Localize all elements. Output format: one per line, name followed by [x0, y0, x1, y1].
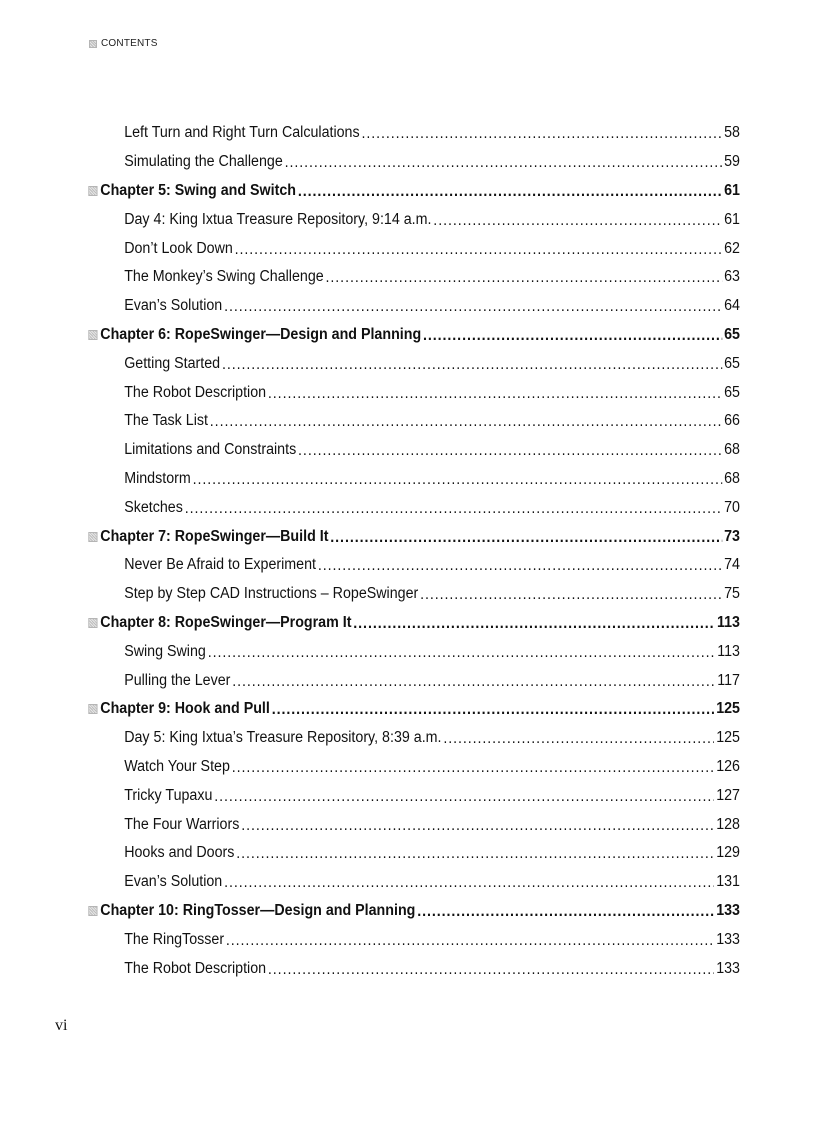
- toc-section-entry[interactable]: [0, 263, 740, 292]
- toc-entry-title: Chapter 10: RingTosser—Design and Planning: [100, 901, 416, 919]
- toc-entry-page: 127: [716, 786, 740, 804]
- toc-chapter-entry[interactable]: [0, 522, 740, 551]
- toc-section-entry[interactable]: [0, 724, 740, 753]
- square-pattern-icon: [89, 40, 97, 48]
- toc-entry-page: 75: [724, 585, 740, 603]
- dot-leader: [326, 269, 723, 287]
- toc-entry-title: Chapter 5: Swing and Switch: [100, 181, 296, 199]
- toc-entry-title: Simulating the Challenge: [124, 153, 283, 171]
- toc-section-entry[interactable]: [0, 580, 740, 609]
- toc-entry-title: Chapter 9: Hook and Pull: [100, 700, 270, 718]
- dot-leader: [224, 874, 714, 892]
- dot-leader: [433, 212, 722, 230]
- toc-section-entry[interactable]: [0, 407, 740, 436]
- toc-entry-page: 133: [716, 930, 740, 948]
- toc-entry-page: 58: [724, 124, 740, 142]
- toc-entry-page: 113: [717, 642, 740, 660]
- toc-section-entry[interactable]: [0, 378, 740, 407]
- toc-entry-page: 125: [716, 729, 740, 747]
- dot-leader: [185, 500, 723, 518]
- square-pattern-icon: [88, 906, 97, 916]
- dot-leader: [443, 730, 714, 748]
- toc-entry-title: Tricky Tupaxu: [124, 786, 213, 804]
- toc-chapter-entry[interactable]: [0, 897, 740, 926]
- toc-entry-title: Pulling the Lever: [124, 671, 231, 689]
- toc-entry-page: 128: [716, 815, 740, 833]
- toc-chapter-entry[interactable]: [0, 321, 740, 350]
- toc-section-entry[interactable]: [0, 753, 740, 782]
- toc-section-entry[interactable]: [0, 148, 740, 177]
- toc-section-entry[interactable]: [0, 465, 740, 494]
- toc-entry-title: Step by Step CAD Instructions – RopeSwinger: [124, 585, 419, 603]
- page-number: vi: [55, 1017, 68, 1034]
- toc-section-entry[interactable]: [0, 205, 740, 234]
- toc-entry-title: Chapter 7: RopeSwinger—Build It: [100, 527, 329, 545]
- dot-leader: [235, 241, 723, 259]
- table-of-contents: [0, 119, 816, 983]
- toc-section-entry[interactable]: [0, 839, 740, 868]
- toc-entry-title: Watch Your Step: [124, 757, 230, 775]
- dot-leader: [423, 327, 722, 345]
- square-pattern-icon: [88, 532, 97, 542]
- square-pattern-icon: [88, 186, 97, 196]
- toc-entry-page: 65: [724, 383, 740, 401]
- dot-leader: [268, 961, 714, 979]
- toc-entry-page: 73: [724, 527, 740, 545]
- dot-leader: [318, 557, 722, 575]
- toc-entry-title: Limitations and Constraints: [124, 441, 297, 459]
- toc-entry-page: 68: [724, 469, 740, 487]
- square-pattern-icon: [88, 330, 97, 340]
- toc-section-entry[interactable]: [0, 292, 740, 321]
- square-pattern-icon: [88, 618, 97, 628]
- dot-leader: [268, 385, 722, 403]
- dot-leader: [222, 356, 722, 374]
- toc-entry-page: 74: [724, 556, 740, 574]
- toc-entry-title: Swing Swing: [124, 642, 206, 660]
- dot-leader: [361, 125, 722, 143]
- dot-leader: [226, 932, 714, 950]
- toc-entry-title: Sketches: [124, 498, 183, 516]
- toc-entry-page: 63: [724, 268, 740, 286]
- dot-leader: [417, 903, 714, 921]
- dot-leader: [193, 471, 723, 489]
- toc-entry-page: 129: [716, 844, 740, 862]
- toc-section-entry[interactable]: [0, 781, 740, 810]
- toc-entry-page: 113: [716, 613, 740, 631]
- toc-entry-title: Mindstorm: [124, 469, 191, 487]
- square-pattern-icon: [88, 704, 97, 714]
- toc-entry-page: 62: [724, 239, 740, 257]
- toc-entry-title: Day 4: King Ixtua Treasure Repository, 9:14 a.m.: [124, 210, 432, 228]
- toc-section-entry[interactable]: [0, 925, 740, 954]
- toc-section-entry[interactable]: [0, 868, 740, 897]
- toc-entry-page: 65: [724, 325, 740, 343]
- dot-leader: [285, 154, 723, 172]
- toc-entry-page: 133: [716, 959, 740, 977]
- toc-entry-page: 68: [724, 441, 740, 459]
- dot-leader: [353, 615, 715, 633]
- toc-entry-title: The Monkey’s Swing Challenge: [124, 268, 324, 286]
- toc-entry-page: 64: [724, 297, 740, 315]
- toc-section-entry[interactable]: [0, 349, 740, 378]
- toc-entry-page: 117: [717, 671, 740, 689]
- toc-entry-page: 61: [724, 181, 740, 199]
- toc-entry-title: Day 5: King Ixtua’s Treasure Repository, 8:39 a.m.: [124, 729, 442, 747]
- toc-entry-page: 65: [724, 354, 740, 372]
- dot-leader: [224, 298, 722, 316]
- dot-leader: [298, 183, 722, 201]
- toc-entry-title: Left Turn and Right Turn Calculations: [124, 124, 360, 142]
- toc-entry-title: Evan’s Solution: [124, 297, 223, 315]
- toc-entry-title: Evan’s Solution: [124, 873, 223, 891]
- toc-entry-title: Don’t Look Down: [124, 239, 233, 257]
- toc-section-entry[interactable]: [0, 493, 740, 522]
- toc-section-entry[interactable]: [0, 551, 740, 580]
- dot-leader: [210, 413, 722, 431]
- toc-entry-title: Chapter 6: RopeSwinger—Design and Planning: [100, 325, 422, 343]
- toc-entry-title: Never Be Afraid to Experiment: [124, 556, 317, 574]
- toc-entry-title: The Robot Description: [124, 383, 267, 401]
- toc-chapter-entry[interactable]: [0, 695, 740, 724]
- dot-leader: [420, 586, 722, 604]
- toc-entry-title: Getting Started: [124, 354, 221, 372]
- toc-section-entry[interactable]: [0, 436, 740, 465]
- dot-leader: [298, 442, 722, 460]
- dot-leader: [232, 673, 715, 691]
- toc-entry-title: The Robot Description: [124, 959, 267, 977]
- toc-section-entry[interactable]: [0, 234, 740, 263]
- running-header: [89, 38, 158, 49]
- toc-entry-title: The Task List: [124, 412, 208, 430]
- toc-entry-page: 66: [724, 412, 740, 430]
- running-header-label: CONTENTS: [101, 38, 158, 49]
- dot-leader: [236, 845, 714, 863]
- toc-entry-page: 126: [716, 757, 740, 775]
- toc-section-entry[interactable]: [0, 954, 740, 983]
- dot-leader: [241, 817, 714, 835]
- toc-section-entry[interactable]: [0, 810, 740, 839]
- toc-entry-title: The RingTosser: [124, 930, 225, 948]
- toc-entry-page: 59: [724, 153, 740, 171]
- toc-entry-page: 133: [716, 901, 740, 919]
- toc-entry-title: Chapter 8: RopeSwinger—Program It: [100, 613, 352, 631]
- toc-entry-page: 125: [716, 700, 740, 718]
- dot-leader: [330, 529, 722, 547]
- toc-chapter-entry[interactable]: [0, 177, 740, 206]
- toc-entry-title: Hooks and Doors: [124, 844, 235, 862]
- dot-leader: [214, 788, 714, 806]
- toc-entry-title: The Four Warriors: [124, 815, 240, 833]
- toc-section-entry[interactable]: [0, 119, 740, 148]
- dot-leader: [272, 701, 715, 719]
- toc-entry-page: 70: [724, 498, 740, 516]
- dot-leader: [208, 644, 716, 662]
- toc-chapter-entry[interactable]: [0, 609, 740, 638]
- toc-entry-page: 131: [716, 873, 740, 891]
- toc-section-entry[interactable]: [0, 637, 740, 666]
- dot-leader: [232, 759, 715, 777]
- toc-section-entry[interactable]: [0, 666, 740, 695]
- toc-entry-page: 61: [724, 210, 740, 228]
